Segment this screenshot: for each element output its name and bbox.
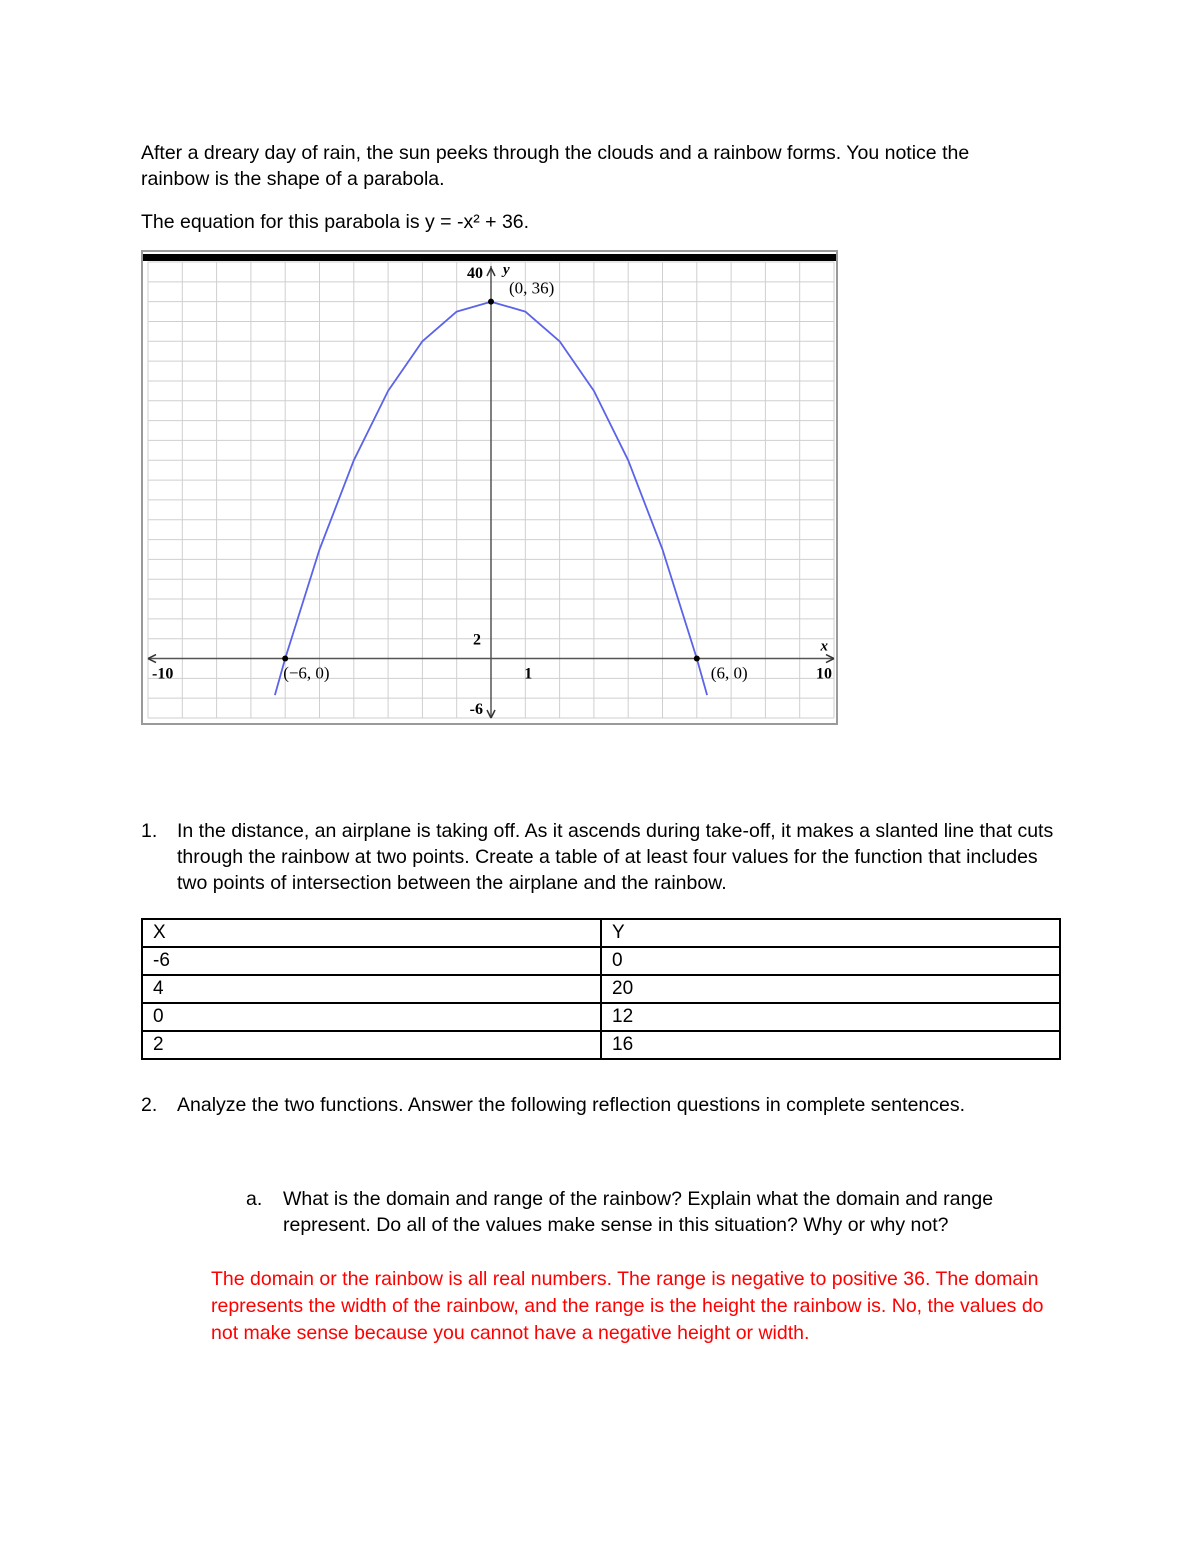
point-label: (0, 36) [509,278,555,298]
table-cell-y: 12 [601,1003,1060,1031]
table-cell-x: 4 [142,975,601,1003]
point-label: (6, 0) [710,663,748,683]
question-2a-text: What is the domain and range of the rainbow? Explain what the domain and range represent. Do all of the values make sense in this situation? Why or why not? [283,1188,994,1236]
table-row [142,975,1060,1003]
x-max-tick-label: 10 [816,665,832,683]
y-axis-label: y [503,262,510,278]
x-min-tick-label: -10 [152,665,174,683]
question-1-number: 1. [141,820,158,842]
table-cell-x: -6 [142,947,601,975]
table-header-y: Y [601,919,1060,947]
table-header-x: X [142,919,601,947]
point-marker [282,656,288,662]
point-marker [488,299,494,305]
point-label: (−6, 0) [283,663,330,683]
student-answer: The domain or the rainbow is all real numbers. The range is negative to positive 36. The domain represents the width of the rainbow, and the range is the height the rainbow is. No, the values do not make sense because you cannot have a negative height or width. [211,1268,1044,1344]
table-row [142,1003,1060,1031]
question-2-text: Analyze the two functions. Answer the following reflection questions in complete sentences. [177,1094,966,1116]
question-2-number: 2. [141,1094,158,1116]
table-cell-y: 0 [601,947,1060,975]
table-header-row [142,919,1060,947]
question-1-text: In the distance, an airplane is taking off. As it ascends during take-off, it makes a slanted line that cuts through the rainbow at two points. Create a table of at least four values for the function that includes two points of intersection between the airplane and the rainbow. [177,820,1054,894]
graph-canvas [143,252,836,723]
y-min-tick-label: -6 [469,701,483,718]
point-marker [694,656,700,662]
table-cell-x: 2 [142,1031,601,1059]
intro-paragraph: After a dreary day of rain, the sun peeks through the clouds and a rainbow forms. You notice the rainbow is the shape of a parabola. [141,142,970,190]
equation-sentence: The equation for this parabola is y = -x² + 36. [141,211,530,233]
table-row [142,947,1060,975]
parabola-graph [141,250,838,725]
x-axis-label: x [820,638,828,655]
table-cell-y: 16 [601,1031,1060,1059]
question-2a-letter: a. [246,1188,263,1210]
table-cell-y: 20 [601,975,1060,1003]
graph-top-bar [143,254,836,261]
xy-table [141,918,1061,1060]
y-max-tick-label: 40 [467,265,483,282]
table-cell-x: 0 [142,1003,601,1031]
y-scale-tick-label: 2 [473,631,481,649]
table-row [142,1031,1060,1059]
x-scale-tick-label: 1 [524,665,533,683]
